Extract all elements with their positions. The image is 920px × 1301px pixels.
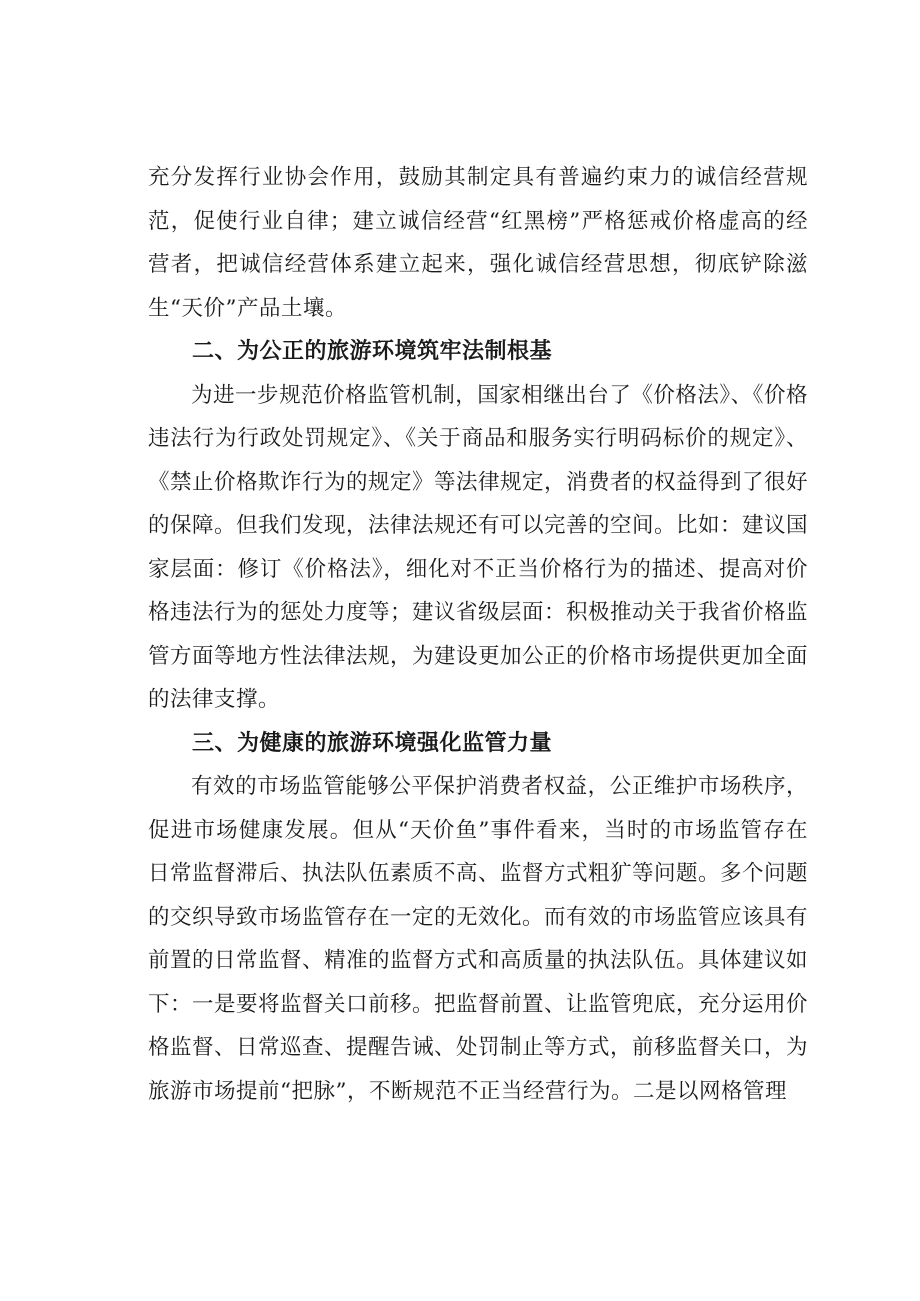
continued-paragraph: 充分发挥行业协会作用，鼓励其制定具有普遍约束力的诚信经营规范，促使行业自律；建立诚信经营“红黑榜”严格惩戒价格虚高的经营者，把诚信经营体系建立起来，强化诚信经营思想，彻底铲除滋生“天价”产品土壤。 [148,165,808,321]
document-body [148,156,808,1113]
section-3-heading: 三、为健康的旅游环境强化监管力量 [192,730,553,756]
section-2-paragraph: 为进一步规范价格监管机制，国家相继出台了《价格法》、《价格违法行为行政处罚规定》、《关于商品和服务实行明码标价的规定》、《禁止价格欺诈行为的规定》等法律规定，消费者的权益得到了很好的保障。但我们发现，法律法规还有可以完善的空间。比如：建议国家层面：修订《价格法》，细化对不正当价格行为的描述、提高对价格违法行为的惩处力度等；建议省级层面：积极推动关于我省价格监管方面等地方性法律法规，为建设更加公正的价格市场提供更加全面的法律支撑。 [148,382,809,712]
section-2-heading: 二、为公正的旅游环境筑牢法制根基 [192,339,553,364]
section-3-paragraph: 有效的市场监管能够公平保护消费者权益，公正维护市场秩序，促进市场健康发展。但从“天价鱼”事件看来，当时的市场监管存在日常监督滞后、执法队伍素质不高、监督方式粗犷等问题。多个问题的交织导致市场监管存在一定的无效化。而有效的市场监管应该具有前置的日常监督、精准的监督方式和高质量的执法队伍。具体建议如下：一是要将监督关口前移。把监督前置、让监管兜底，充分运用价格监督、日常巡查、提醒告诫、处罚制止等方式，前移监督关口，为旅游市场提前“把脉”，不断规范不正当经营行为。二是以网格管理 [148,774,809,1104]
